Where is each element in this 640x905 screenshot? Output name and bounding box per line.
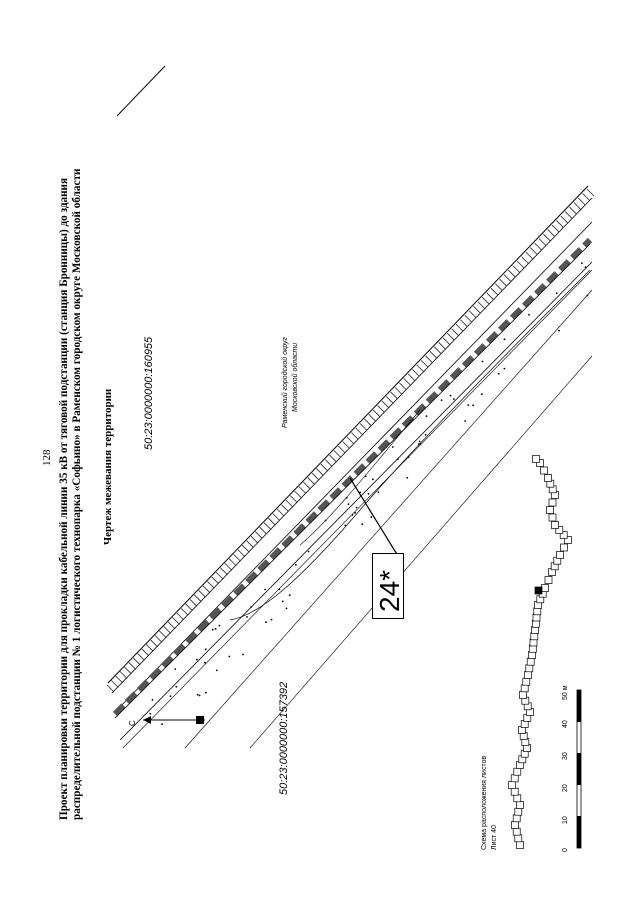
- survey-dot: [176, 686, 178, 688]
- hatch-tick: [570, 207, 577, 214]
- survey-dot: [397, 458, 399, 460]
- boundary-line-lower-2: [123, 270, 592, 748]
- hatch-tick: [386, 396, 393, 403]
- scale-tick-40: 40: [562, 720, 569, 728]
- boundary-line-lower-1: [120, 262, 592, 740]
- scheme-current-sheet: [535, 587, 542, 594]
- hatch-tick: [330, 455, 337, 462]
- survey-dot: [425, 434, 427, 436]
- scheme-sheet-square: [527, 658, 534, 665]
- survey-dot: [504, 368, 506, 370]
- hatch-tick: [146, 644, 153, 651]
- hatch-tick: [404, 378, 411, 385]
- hatch-tick: [107, 685, 114, 692]
- survey-dot: [346, 497, 348, 499]
- survey-dot: [228, 656, 230, 658]
- survey-dot: [441, 399, 443, 401]
- access-road-curve-2: [300, 410, 420, 545]
- hatch-tick: [373, 410, 380, 417]
- hatch-tick: [578, 198, 585, 205]
- hatch-tick: [543, 234, 550, 241]
- survey-dot: [308, 551, 310, 553]
- scheme-sheet-square: [557, 552, 564, 559]
- hatch-tick: [391, 392, 398, 399]
- scheme-sheet-square: [523, 678, 530, 685]
- scale-tick-50: 50 м: [562, 685, 569, 700]
- hatch-tick: [399, 383, 406, 390]
- hatch-tick: [395, 387, 402, 394]
- hatch-tick: [273, 514, 280, 521]
- page-number: 128: [41, 449, 53, 466]
- scheme-sheet-square: [526, 665, 533, 672]
- hatch-tick: [229, 559, 236, 566]
- scheme-sheet-square: [514, 768, 521, 775]
- scale-tick-30: 30: [562, 752, 569, 760]
- survey-dot: [199, 695, 201, 697]
- title-line-1: Проект планировки территории для прокладки кабельной линии 35 кВ от тяговой подстанции (станция Бронницы) до здания: [58, 177, 70, 820]
- north-label: С: [128, 720, 137, 726]
- scheme-sheet-square: [509, 782, 516, 789]
- leader-line: [350, 478, 398, 556]
- survey-dot: [265, 621, 267, 623]
- hatch-tick: [220, 568, 227, 575]
- hatch-tick: [360, 423, 367, 430]
- hatch-tick: [321, 464, 328, 471]
- hatch-tick: [378, 405, 385, 412]
- hatch-tick: [412, 369, 419, 376]
- hatch-tick: [351, 432, 358, 439]
- survey-dot: [587, 295, 589, 297]
- boundary-line-inner: [112, 198, 592, 693]
- hatch-tick: [312, 473, 319, 480]
- survey-dot: [212, 629, 214, 631]
- hatch-tick: [495, 284, 502, 291]
- hatch-tick: [456, 324, 463, 331]
- survey-dot: [271, 619, 273, 621]
- hatch-tick: [247, 541, 254, 548]
- hatch-tick: [364, 419, 371, 426]
- map-title: Чертеж межевания территории: [102, 388, 114, 545]
- scale-bar: [577, 690, 581, 848]
- hatch-tick: [133, 658, 140, 665]
- hatch-tick: [482, 297, 489, 304]
- survey-dot: [528, 314, 530, 316]
- survey-dot: [282, 601, 284, 603]
- scheme-sheet-square: [517, 842, 524, 849]
- scheme-sheet-square: [517, 802, 524, 809]
- survey-dot: [377, 491, 379, 493]
- scale-tick-10: 10: [562, 816, 569, 824]
- scheme-sheet-square: [520, 692, 527, 699]
- hatch-tick: [434, 347, 441, 354]
- boundary-line-lower-3: [185, 290, 592, 748]
- hatch-tick: [347, 437, 354, 444]
- hatch-tick: [251, 536, 258, 543]
- hatch-tick: [491, 288, 498, 295]
- survey-dot: [174, 668, 176, 670]
- survey-dot: [481, 393, 483, 395]
- survey-dot: [196, 659, 198, 661]
- survey-dot: [170, 695, 172, 697]
- hatch-tick: [583, 194, 590, 201]
- scheme-sheet-square: [541, 467, 548, 474]
- scheme-sheet-square: [513, 815, 520, 822]
- survey-dot: [205, 692, 207, 694]
- hatch-tick: [325, 460, 332, 467]
- hatch-tick: [186, 604, 193, 611]
- hatch-tick: [556, 221, 563, 228]
- hatch-tick: [517, 261, 524, 268]
- hatch-tick: [116, 676, 123, 683]
- survey-dot: [286, 608, 288, 610]
- hatch-tick: [308, 478, 315, 485]
- hatch-tick: [443, 338, 450, 345]
- survey-dot: [419, 441, 421, 443]
- hatch-tick: [382, 401, 389, 408]
- survey-dot: [361, 523, 363, 525]
- survey-dot: [352, 514, 354, 516]
- hatch-tick: [177, 613, 184, 620]
- hatch-tick: [548, 230, 555, 237]
- scheme-sheet-square: [515, 835, 522, 842]
- survey-dot: [295, 564, 297, 566]
- hatch-tick: [207, 581, 214, 588]
- survey-dot: [558, 330, 560, 332]
- north-arrow-head: [143, 716, 151, 724]
- scale-tick-0: 0: [562, 848, 569, 852]
- hatch-tick: [155, 635, 162, 642]
- hatch-tick: [282, 505, 289, 512]
- hatch-tick: [552, 225, 559, 232]
- hatch-tick: [447, 333, 454, 340]
- hatch-tick: [343, 442, 350, 449]
- hatch-tick: [194, 595, 201, 602]
- hatch-tick: [452, 329, 459, 336]
- scale-tick-20: 20: [562, 784, 569, 792]
- hatch-tick: [255, 532, 262, 539]
- boundary-line-lower-4: [250, 356, 592, 748]
- survey-dot: [467, 404, 469, 406]
- hatch-tick: [504, 275, 511, 282]
- hatch-tick: [120, 671, 127, 678]
- hatch-tick: [172, 617, 179, 624]
- hatch-tick: [469, 311, 476, 318]
- survey-dot: [152, 699, 154, 701]
- scheme-sheet-square: [549, 499, 556, 506]
- survey-dot: [215, 628, 217, 630]
- hatch-tick: [212, 577, 219, 584]
- boundary-line-outer: [108, 186, 588, 683]
- survey-dot: [498, 373, 500, 375]
- hatch-tick: [142, 649, 149, 656]
- hatch-tick: [565, 212, 572, 219]
- hatch-tick: [439, 342, 446, 349]
- hatch-tick: [242, 545, 249, 552]
- survey-dot: [344, 525, 346, 527]
- access-road-curve: [230, 270, 590, 620]
- survey-dot: [278, 588, 280, 590]
- survey-dot: [450, 395, 452, 397]
- scheme-sheet-square: [533, 456, 540, 463]
- scheme-sheet-square: [545, 475, 552, 482]
- hatch-tick: [421, 360, 428, 367]
- scheme-sheet-square: [513, 828, 520, 835]
- scheme-sheet-square: [514, 795, 521, 802]
- hatch-tick: [225, 563, 232, 570]
- scheme-sheet-square: [547, 507, 554, 514]
- district-line-1: Раменский городской округ: [282, 337, 289, 428]
- hatch-tick: [478, 302, 485, 309]
- hatch-tick: [530, 248, 537, 255]
- scheme-sheet-square: [525, 672, 532, 679]
- survey-dot: [149, 713, 151, 715]
- scheme-sheet-square: [561, 544, 568, 551]
- hatch-tick: [417, 365, 424, 372]
- survey-dot: [161, 723, 163, 725]
- scheme-sheet-square: [542, 585, 549, 592]
- survey-dot: [325, 520, 327, 522]
- point-label: 24*: [374, 569, 405, 612]
- hatch-tick: [264, 523, 271, 530]
- survey-dot: [464, 420, 466, 422]
- hatch-tick: [164, 626, 171, 633]
- survey-dot: [289, 594, 291, 596]
- hatch-tick: [299, 487, 306, 494]
- hatch-tick: [522, 257, 529, 264]
- survey-dot: [354, 512, 356, 514]
- hatch-tick: [234, 554, 241, 561]
- scheme-sheet-square: [511, 775, 518, 782]
- hatch-tick: [203, 586, 210, 593]
- scheme-sheet-square: [511, 788, 518, 795]
- hatch-tick: [238, 550, 245, 557]
- sheet-scheme-title: Схема расположения листов: [481, 755, 488, 850]
- hatch-tick: [500, 279, 507, 286]
- hatch-tick: [430, 351, 437, 358]
- survey-dot: [585, 266, 587, 268]
- north-arrow-base: [196, 716, 204, 724]
- hatch-tick: [587, 189, 594, 196]
- survey-dot: [392, 446, 394, 448]
- hatch-tick: [465, 315, 472, 322]
- hatch-tick: [199, 590, 206, 597]
- survey-dot: [219, 625, 221, 627]
- survey-dot: [216, 670, 218, 672]
- scheme-sheet-square: [512, 822, 519, 829]
- embankment-hatch: [107, 189, 594, 692]
- hatch-tick: [426, 356, 433, 363]
- survey-dot: [368, 493, 370, 495]
- scheme-sheet-square: [552, 522, 559, 529]
- hatch-tick: [190, 599, 197, 606]
- hatch-tick: [181, 608, 188, 615]
- scheme-sheet-square: [515, 808, 522, 815]
- survey-dot: [482, 361, 484, 363]
- hatch-tick: [535, 243, 542, 250]
- survey-dot: [356, 507, 358, 509]
- hatch-tick: [277, 509, 284, 516]
- hatch-tick: [539, 239, 546, 246]
- survey-dot: [420, 443, 422, 445]
- hatch-tick: [334, 451, 341, 458]
- scheme-sheet-square: [545, 577, 552, 584]
- hatch-tick: [151, 640, 158, 647]
- scheme-sheet-square: [521, 685, 528, 692]
- parcel-lower: 50:23:0000000:157392: [278, 681, 290, 795]
- district-line-2: Московской области: [292, 342, 299, 412]
- hatch-tick: [316, 469, 323, 476]
- survey-dot: [581, 262, 583, 264]
- hatch-tick: [369, 414, 376, 421]
- survey-dot: [372, 478, 374, 480]
- hatch-tick: [268, 518, 275, 525]
- survey-dot: [472, 404, 474, 406]
- survey-dot: [408, 456, 410, 458]
- hatch-tick: [356, 428, 363, 435]
- hatch-tick: [487, 293, 494, 300]
- parcel-upper: 50:23:0000000:160955: [143, 336, 155, 450]
- survey-dot: [504, 338, 506, 340]
- survey-dot: [418, 443, 420, 445]
- hatch-tick: [260, 527, 267, 534]
- survey-dot: [204, 662, 206, 664]
- survey-dot: [205, 648, 207, 650]
- sheet-scheme-sheet: Лист 40: [491, 825, 498, 850]
- hatch-tick: [574, 203, 581, 210]
- survey-dots: [149, 262, 588, 725]
- cable-line: [115, 240, 590, 714]
- survey-dot: [556, 292, 558, 294]
- corner-line: [117, 66, 165, 116]
- hatch-tick: [138, 653, 145, 660]
- survey-dot: [246, 616, 248, 618]
- hatch-tick: [124, 667, 131, 674]
- hatch-tick: [474, 306, 481, 313]
- hatch-tick: [216, 572, 223, 579]
- survey-dot: [250, 606, 252, 608]
- hatch-tick: [561, 216, 568, 223]
- hatch-tick: [129, 662, 136, 669]
- survey-dot: [365, 475, 367, 477]
- hatch-tick: [286, 500, 293, 507]
- survey-dot: [406, 477, 408, 479]
- title-line-2: распределительной подстанции № 1 логистического технопарка «Софьино» в Раменском городском округе Московской области: [71, 168, 83, 820]
- hatch-tick: [508, 270, 515, 277]
- hatch-tick: [526, 252, 533, 259]
- survey-dot: [264, 589, 266, 591]
- hatch-tick: [338, 446, 345, 453]
- survey-dot: [453, 398, 455, 400]
- hatch-tick: [168, 622, 175, 629]
- hatch-tick: [513, 266, 520, 273]
- survey-dot: [348, 503, 350, 505]
- survey-dot: [197, 694, 199, 696]
- hatch-tick: [408, 374, 415, 381]
- hatch-tick: [303, 482, 310, 489]
- scheme-sheet-square: [549, 514, 556, 521]
- survey-dot: [370, 516, 372, 518]
- survey-dot: [242, 654, 244, 656]
- hatch-tick: [460, 320, 467, 327]
- survey-dot: [426, 415, 428, 417]
- hatch-tick: [290, 496, 297, 503]
- hatch-tick: [295, 491, 302, 498]
- hatch-tick: [111, 680, 118, 687]
- hatch-tick: [159, 631, 166, 638]
